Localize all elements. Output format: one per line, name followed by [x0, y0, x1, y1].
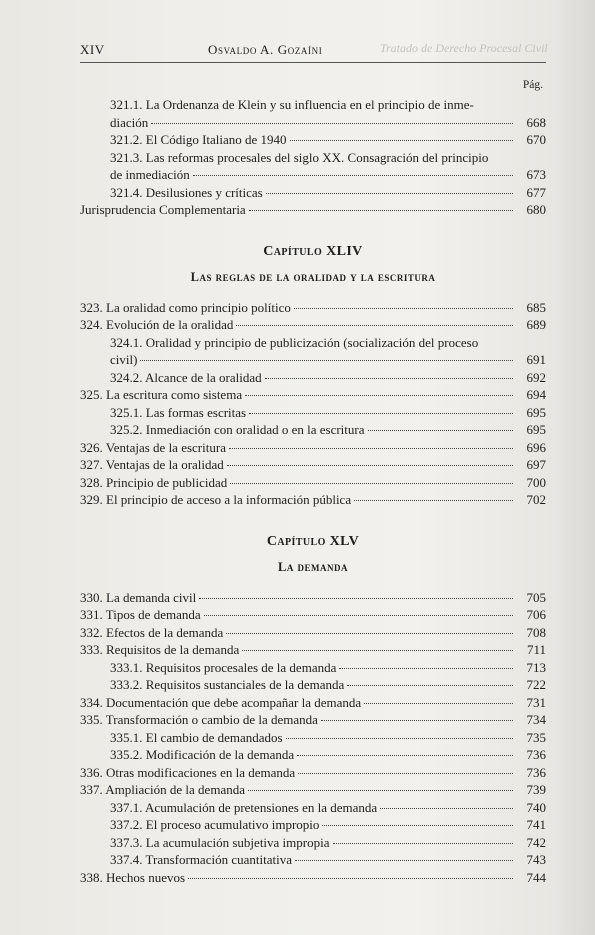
- toc-page-number: 713: [526, 659, 546, 675]
- toc-entry-text: 328. Principio de publicidad: [80, 474, 228, 490]
- toc-entry[interactable]: [110, 746, 546, 764]
- toc-entry-text: 325. La escritura como sistema: [80, 387, 243, 402]
- toc-page-number: 700: [526, 474, 546, 490]
- dot-leader: [380, 808, 513, 809]
- dot-leader: [248, 790, 513, 791]
- dot-leader: [140, 360, 513, 361]
- toc-page-number: 691: [526, 352, 546, 367]
- toc-entry[interactable]: [110, 729, 546, 747]
- toc-page-number: 735: [526, 729, 546, 745]
- toc-entry[interactable]: [80, 606, 546, 624]
- toc-page-number: 736: [526, 747, 546, 762]
- dot-leader: [286, 738, 513, 739]
- dot-leader: [333, 843, 514, 844]
- toc-entry-text: 321.3. Las reformas procesales del siglo XX. Consagración del principio: [110, 149, 489, 165]
- toc-entry-text: 321.2. El Código Italiano de 1940: [110, 132, 287, 147]
- dot-leader: [354, 500, 513, 501]
- toc-entry-text: 331. Tipos de demanda: [80, 607, 201, 622]
- header-author: Osvaldo A. Gozaíni: [208, 42, 323, 57]
- toc-entry-text: 330. La demanda civil: [80, 589, 197, 605]
- toc-page-number: 695: [526, 404, 546, 420]
- toc-entry[interactable]: [80, 624, 546, 642]
- toc-entry-text: 336. Otras modificaciones en la demanda: [80, 764, 296, 780]
- chapter-number: Capítulo XLIV: [263, 243, 363, 259]
- toc-entry-text: 321.4. Desilusiones y críticas: [110, 184, 263, 200]
- header-rule: [80, 62, 546, 63]
- toc-page-number: 743: [526, 852, 546, 867]
- toc-entry[interactable]: [80, 474, 546, 492]
- dot-leader: [245, 395, 513, 396]
- dot-leader: [242, 650, 513, 651]
- toc-entry-text: 324.1. Oralidad y principio de publicización (socialización del proceso: [110, 334, 479, 350]
- toc-page-number: 708: [526, 624, 546, 640]
- dot-leader: [295, 860, 513, 861]
- dot-leader: [298, 773, 513, 774]
- toc-entry[interactable]: [110, 799, 546, 817]
- toc-entry-text: 337.2. El proceso acumulativo impropio: [110, 817, 320, 832]
- toc-entry[interactable]: [110, 834, 546, 852]
- toc-page-number: 697: [526, 457, 546, 472]
- toc-entry[interactable]: [80, 439, 546, 457]
- dot-leader: [265, 378, 513, 379]
- toc-entry-text: 329. El principio de acceso a la información pública: [80, 492, 352, 507]
- toc-page-number: 694: [526, 387, 546, 402]
- toc-entry[interactable]: [110, 96, 546, 131]
- chapter-title: Las reglas de la oralidad y la escritura: [190, 269, 436, 284]
- toc-page-number: 722: [526, 677, 546, 692]
- table-of-contents: [80, 96, 546, 886]
- dot-leader: [204, 615, 513, 616]
- toc-entry-text: 323. La oralidad como principio político: [80, 299, 291, 315]
- toc-entry[interactable]: [110, 184, 546, 202]
- toc-page-number: 706: [526, 607, 546, 622]
- toc-page-number: 705: [526, 589, 546, 605]
- toc-entry[interactable]: [80, 694, 546, 712]
- toc-entry-text: 338. Hechos nuevos: [80, 869, 186, 885]
- toc-page-number: 685: [526, 299, 546, 315]
- toc-entry-text: 337.4. Transformación cuantitativa: [110, 852, 292, 867]
- dot-leader: [230, 483, 513, 484]
- chapter-number: Capítulo XLV: [266, 533, 360, 549]
- running-header: [80, 42, 550, 60]
- toc-entry[interactable]: [80, 386, 546, 404]
- toc-entry[interactable]: [110, 851, 546, 869]
- toc-entry[interactable]: [80, 491, 546, 509]
- toc-entry-text: 327. Ventajas de la oralidad: [80, 457, 224, 472]
- toc-entry[interactable]: [110, 334, 546, 369]
- toc-entry-text: 333. Requisitos de la demanda: [80, 642, 240, 657]
- toc-entry[interactable]: [80, 711, 546, 729]
- toc-page-number: 742: [526, 834, 546, 850]
- toc-entry-text: 333.2. Requisitos sustanciales de la demanda: [110, 677, 345, 692]
- chapter-heading: [80, 243, 546, 285]
- header-page-number: XIV: [80, 42, 105, 57]
- toc-page-number: 677: [526, 184, 546, 200]
- dot-leader: [266, 193, 513, 194]
- dot-leader: [236, 325, 513, 326]
- toc-page-number: 711: [526, 642, 546, 657]
- dot-leader: [226, 633, 513, 634]
- toc-page-number: 702: [526, 492, 546, 507]
- toc-page-number: 731: [526, 694, 546, 710]
- dot-leader: [249, 210, 513, 211]
- toc-page-number: 736: [526, 764, 546, 780]
- toc-entry[interactable]: [110, 149, 546, 184]
- toc-page-number: 739: [526, 782, 546, 797]
- toc-entry-text: 324. Evolución de la oralidad: [80, 317, 234, 332]
- toc-entry[interactable]: [80, 299, 546, 317]
- dot-leader: [322, 825, 513, 826]
- toc-entry-text: 324.2. Alcance de la oralidad: [110, 369, 262, 385]
- toc-page-number: 692: [526, 369, 546, 385]
- toc-page-number: 734: [526, 712, 546, 727]
- toc-entry-text: 334. Documentación que debe acompañar la demanda: [80, 694, 362, 710]
- dot-leader: [321, 720, 513, 721]
- toc-entry-text: 325.2. Inmediación con oralidad o en la escritura: [110, 422, 365, 437]
- toc-entry[interactable]: [80, 781, 546, 799]
- toc-entry-text: 326. Ventajas de la escritura: [80, 439, 226, 455]
- dot-leader: [227, 465, 513, 466]
- chapter-heading: [80, 533, 546, 575]
- dot-leader: [193, 175, 513, 176]
- toc-page-number: 680: [526, 202, 546, 217]
- toc-page-number: 689: [526, 317, 546, 332]
- toc-page-number: 695: [526, 422, 546, 437]
- toc-page-number: 668: [526, 114, 546, 130]
- dot-leader: [347, 685, 513, 686]
- toc-entry[interactable]: [110, 659, 546, 677]
- toc-entry[interactable]: [110, 369, 546, 387]
- toc-entry[interactable]: [110, 421, 546, 439]
- toc-entry[interactable]: [110, 676, 546, 694]
- page-column-label: Pág.: [522, 79, 543, 91]
- toc-entry-text: 321.1. La Ordenanza de Klein y su influencia en el principio de inme-: [110, 97, 474, 112]
- toc-entry[interactable]: [80, 456, 546, 474]
- dot-leader: [368, 430, 514, 431]
- toc-entry-text: Jurisprudencia Complementaria: [80, 202, 246, 217]
- toc-page-number: 670: [526, 132, 546, 147]
- dot-leader: [199, 598, 513, 599]
- toc-entry-text: civil): [110, 352, 138, 367]
- toc-entry-text: 335.2. Modificación de la demanda: [110, 747, 295, 762]
- dot-leader: [290, 140, 513, 141]
- toc-entry[interactable]: [110, 131, 546, 149]
- dot-leader: [297, 755, 513, 756]
- dot-leader: [294, 308, 513, 309]
- dot-leader: [339, 668, 513, 669]
- toc-entry-text: 337. Ampliación de la demanda: [80, 782, 245, 797]
- toc-page-number: 696: [526, 439, 546, 455]
- toc-entry[interactable]: [110, 404, 546, 422]
- dot-leader: [249, 413, 513, 414]
- toc-entry-text: 335.1. El cambio de demandados: [110, 729, 283, 745]
- toc-entry-text: 337.3. La acumulación subjetiva impropia: [110, 834, 330, 850]
- toc-entry[interactable]: [80, 641, 546, 659]
- chapter-title: La demanda: [278, 559, 348, 574]
- toc-page-number: 741: [526, 817, 546, 832]
- toc-entry[interactable]: [110, 816, 546, 834]
- toc-page-number: 673: [526, 167, 546, 182]
- header-show-through-text: Tratado de Derecho Procesal Civil: [380, 41, 548, 55]
- dot-leader: [151, 123, 513, 124]
- dot-leader: [364, 703, 513, 704]
- toc-entry-text: 337.1. Acumulación de pretensiones en la demanda: [110, 799, 378, 815]
- toc-page-number: 740: [526, 799, 546, 815]
- toc-entry-text: diación: [110, 114, 149, 130]
- toc-entry[interactable]: [80, 201, 546, 219]
- toc-entry[interactable]: [80, 764, 546, 782]
- toc-entry[interactable]: [80, 589, 546, 607]
- toc-entry-text: 333.1. Requisitos procesales de la demanda: [110, 659, 337, 675]
- toc-entry[interactable]: [80, 869, 546, 887]
- show-through-shadow: [553, 0, 595, 935]
- dot-leader: [229, 448, 513, 449]
- toc-entry-text: 325.1. Las formas escritas: [110, 404, 247, 420]
- dot-leader: [188, 878, 513, 879]
- toc-entry-text: de inmediación: [110, 167, 190, 182]
- toc-entry-text: 335. Transformación o cambio de la demanda: [80, 712, 318, 727]
- toc-entry[interactable]: [80, 316, 546, 334]
- toc-entry-text: 332. Efectos de la demanda: [80, 624, 224, 640]
- toc-page-number: 744: [526, 869, 546, 885]
